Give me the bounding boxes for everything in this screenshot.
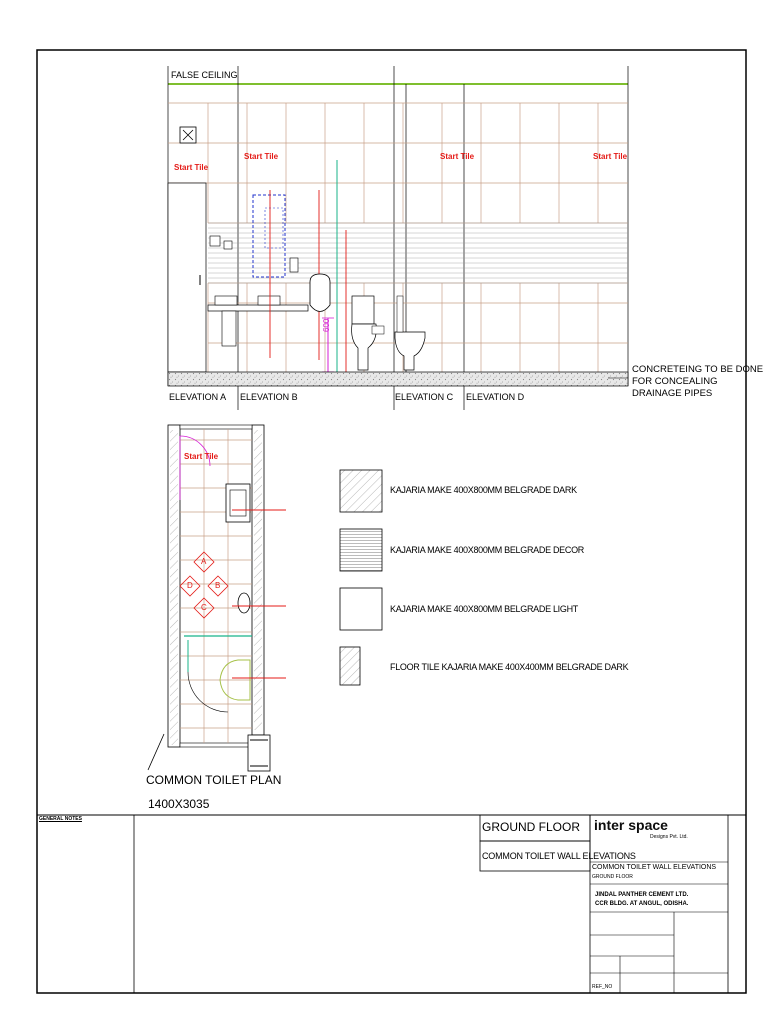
- marker-c: C: [201, 603, 207, 612]
- marker-b: B: [215, 581, 221, 590]
- false-ceiling-label: FALSE CEILING: [171, 70, 238, 80]
- concreting-note-line-1: CONCRETEING TO BE DONE: [632, 364, 764, 375]
- legend-swatch-dark: [340, 470, 382, 512]
- door-swing: [180, 436, 210, 466]
- plan-start-tile-label: Start Tile: [184, 452, 219, 461]
- plan-size: 1400X3035: [148, 797, 210, 811]
- floor-concreting: [168, 372, 628, 386]
- concreting-note: [632, 364, 763, 400]
- mirror-outline: [253, 195, 285, 277]
- sheet-subtitle: GROUND FLOOR: [592, 874, 633, 880]
- drawing-name-label: COMMON TOILET WALL ELEVATIONS: [482, 851, 636, 861]
- legend-text-light: KAJARIA MAKE 400X800MM BELGRADE LIGHT: [390, 604, 578, 614]
- legend-swatch-floor: [340, 647, 360, 685]
- vanity-counter: [208, 305, 308, 311]
- legend-text-floor: FLOOR TILE KAJARIA MAKE 400X400MM BELGRADE DARK: [390, 662, 629, 672]
- elevation-d-label: ELEVATION D: [466, 392, 525, 402]
- start-tile-label-1: Start Tile: [174, 163, 209, 172]
- urinal-icon: [310, 274, 330, 312]
- general-notes-heading: GENERAL NOTES: [39, 816, 82, 822]
- toilet-plan-drawing: [148, 425, 286, 771]
- concreting-note-line-2: FOR CONCEALING: [632, 376, 718, 387]
- company-logo: inter space: [594, 817, 668, 833]
- concreting-note-line-3: DRAINAGE PIPES: [632, 388, 713, 399]
- legend-swatch-light: [340, 588, 382, 630]
- start-tile-label-3: Start Tile: [440, 152, 475, 161]
- urinal-plan-icon: [238, 593, 250, 613]
- start-tile-label-2: Start Tile: [244, 152, 279, 161]
- sheet-title: COMMON TOILET WALL ELEVATIONS: [592, 864, 717, 871]
- company-subtitle: Designs Pvt. Ltd.: [650, 834, 688, 840]
- plan-title: COMMON TOILET PLAN: [146, 773, 282, 787]
- floor-label: GROUND FLOOR: [482, 820, 581, 834]
- marker-a: A: [201, 557, 207, 566]
- start-tile-label-4: Start Tile: [593, 152, 628, 161]
- legend-text-decor: KAJARIA MAKE 400X800MM BELGRADE DECOR: [390, 545, 584, 555]
- decor-band: [208, 223, 628, 283]
- ref-no: REF_NO: [592, 984, 613, 990]
- legend-text-dark: KAJARIA MAKE 400X800MM BELGRADE DARK: [390, 485, 577, 495]
- wc-front-view-icon: [395, 332, 425, 370]
- elevation-a-label: ELEVATION A: [169, 392, 227, 402]
- client-name: JINDAL PANTHER CEMENT LTD.: [595, 892, 689, 898]
- legend-swatch-decor: [340, 529, 382, 571]
- legend-swatches: [340, 470, 382, 685]
- elevation-drawing: [168, 66, 628, 410]
- elevation-c-label: ELEVATION C: [395, 392, 454, 402]
- elevation-b-label: ELEVATION B: [240, 392, 298, 402]
- dimension-600-label: 600: [322, 318, 331, 332]
- site-name: CCR BLDG. AT ANGUL, ODISHA.: [595, 901, 689, 907]
- marker-d: D: [187, 581, 193, 590]
- sheet-border: [37, 50, 746, 993]
